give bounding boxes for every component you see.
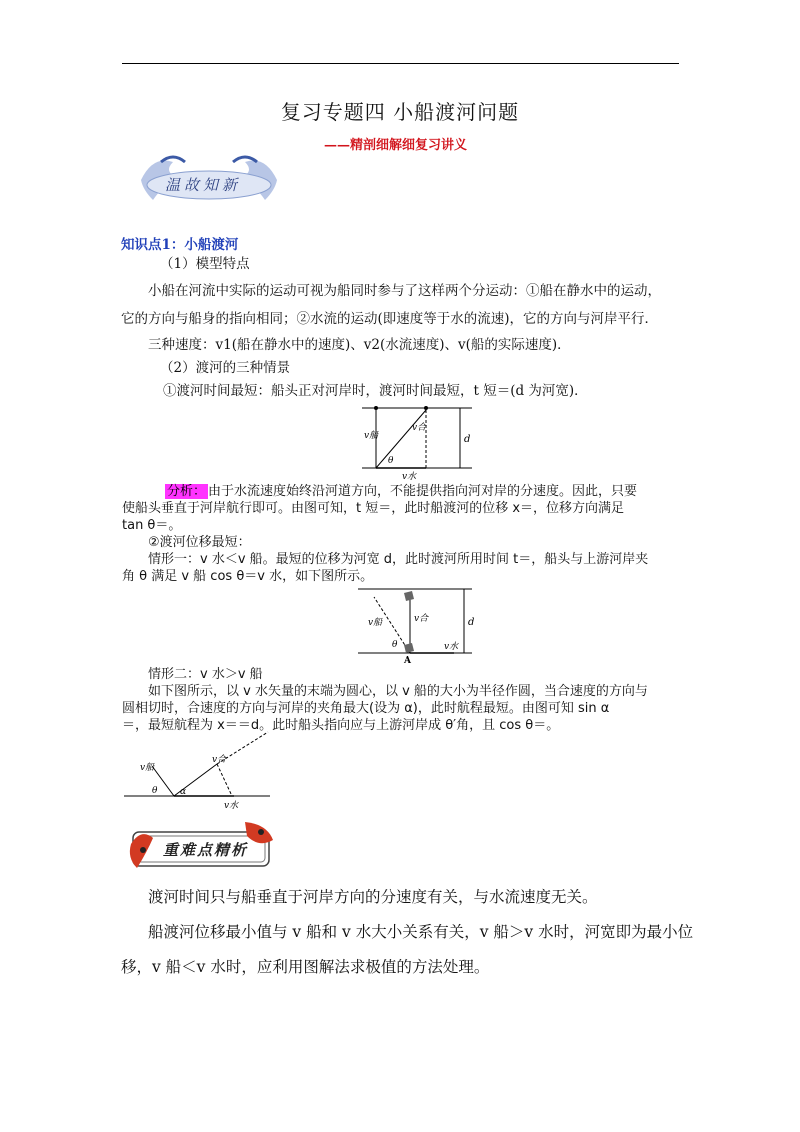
sit2-line1: 如下图所示，以 v 水矢量的末端为圆心，以 v 船的大小为半径作圆，当合速度的方向与 bbox=[148, 684, 648, 699]
fig3-alpha-label: α bbox=[180, 787, 187, 797]
figure-3 bbox=[122, 728, 280, 812]
analysis-highlight: 分析： bbox=[167, 484, 207, 499]
section-heading: 知识点1：小船渡河 bbox=[121, 237, 239, 253]
keypoints-banner bbox=[127, 818, 277, 876]
summary-line2: 船渡河位移最小值与 v 船和 v 水大小关系有关，v 船＞v 水时，河宽即为最小位 bbox=[148, 923, 694, 941]
fig1-vtotal-label: v合 bbox=[412, 423, 427, 433]
review-banner bbox=[133, 150, 285, 205]
fig2-vwater-label: v水 bbox=[444, 642, 459, 652]
fig3-radius-dash bbox=[217, 764, 232, 796]
summary-line3: 移，v 船＜v 水时，应利用图解法求极值的方法处理。 bbox=[121, 958, 490, 976]
fig3-theta-label: θ bbox=[152, 786, 158, 796]
fig2-boat-top bbox=[404, 591, 414, 601]
fig1-d-label: d bbox=[464, 434, 471, 445]
figure-2 bbox=[352, 583, 482, 665]
analysis-text1: 由于水流速度始终沿河道方向，不能提供指向河对岸的分速度。因此，只要 bbox=[208, 484, 638, 499]
fig1-vtotal-arrow bbox=[376, 410, 426, 468]
top-rule bbox=[122, 63, 679, 64]
para2: 三种速度：v1(船在静水中的速度)、v2(水流速度)、v(船的实际速度)． bbox=[148, 337, 571, 353]
fig1-dot-left bbox=[374, 406, 378, 410]
fig1-dot-right bbox=[424, 406, 428, 410]
fig2-vboat-label: v船 bbox=[368, 618, 383, 628]
fig2-vtotal-label: v合 bbox=[414, 614, 429, 624]
analysis-line3: tan θ＝。 bbox=[122, 518, 182, 533]
case2-text: ②渡河位移最短： bbox=[148, 535, 251, 550]
figure-1 bbox=[360, 402, 482, 482]
sit2-line2: 圆相切时，合速度的方向与河岸的夹角最大(设为 α)，此时航程最短。由图可知 sin α bbox=[122, 701, 610, 716]
review-banner-text: 温故知新 bbox=[165, 176, 242, 194]
analysis-line1 bbox=[165, 483, 637, 501]
fig2-boat-bottom bbox=[404, 643, 414, 653]
fig3-vboat-label: v船 bbox=[140, 763, 155, 773]
fig1-theta-label: θ bbox=[388, 456, 394, 466]
item-model: （1）模型特点 bbox=[160, 256, 250, 272]
fig3-vwater-label: v水 bbox=[224, 801, 239, 811]
analysis-line2: 使船头垂直于河岸航行即可。由图可知，t 短＝，此时船渡河的位移 x＝，位移方向满足 bbox=[122, 501, 625, 516]
fig2-theta-label: θ bbox=[392, 640, 398, 650]
case1-text: ①渡河时间最短：船头正对河岸时，渡河时间最短，t 短＝(d 为河宽)． bbox=[163, 383, 588, 399]
keypoints-banner-text: 重难点精析 bbox=[163, 841, 249, 859]
fig2-point-label: A bbox=[404, 656, 411, 665]
item-scenarios: （2）渡河的三种情景 bbox=[160, 360, 291, 376]
sit2-line3: ＝，最短航程为 x＝＝d。此时船头指向应与上游河岸成 θ′角，且 cos θ＝。 bbox=[122, 718, 560, 733]
fig1-vwater-label: v水 bbox=[402, 472, 417, 482]
summary-line1: 渡河时间只与船垂直于河岸方向的分速度有关，与水流速度无关。 bbox=[148, 888, 598, 906]
para1-line2: 它的方向与船身的指向相同；②水流的运动(即速度等于水的流速)，它的方向与河岸平行． bbox=[121, 311, 659, 327]
fig1-vboat-label: v船 bbox=[364, 431, 379, 441]
fig3-vtotal-label: v合 bbox=[212, 755, 227, 765]
sit2-title: 情形二：v 水＞v 船 bbox=[148, 667, 263, 682]
fig2-d-label: d bbox=[468, 617, 475, 628]
page-subtitle: ——精剖细解细复习讲义 bbox=[324, 138, 468, 153]
sit1-line1: 情形一：v 水＜v 船。最短的位移为河宽 d，此时渡河所用时间 t＝，船头与上游河岸夹 bbox=[148, 552, 649, 567]
para1-line1: 小船在河流中实际的运动可视为船同时参与了这样两个分运动：①船在静水中的运动， bbox=[148, 283, 661, 299]
sit1-line2: 角 θ 满足 v 船 cos θ＝v 水，如下图所示。 bbox=[122, 569, 374, 584]
page-title: 复习专题四 小船渡河问题 bbox=[280, 100, 520, 124]
